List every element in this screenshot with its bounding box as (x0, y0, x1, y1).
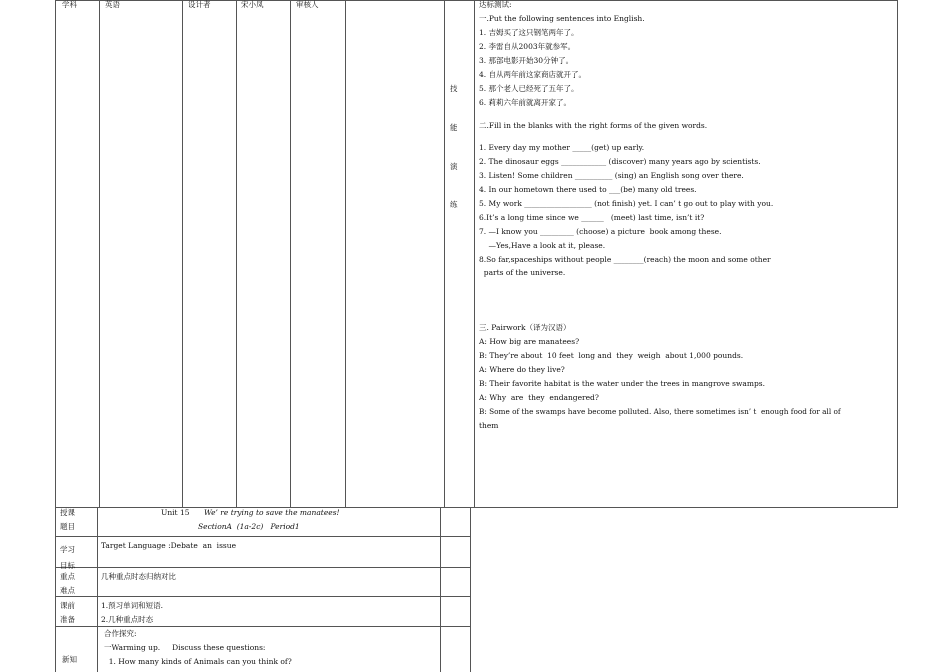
prep-item: 1.预习单词和短语. (101, 601, 164, 610)
part1-item: 6. 莉莉六年前就离开家了。 (479, 98, 572, 107)
part2-item: 6.It’s a long time since we ______ (meet) last time, isn’t it? (479, 213, 705, 222)
topic-section: SectionA (1a-2c) Period1 (198, 522, 300, 531)
part2-item: —Yes,Have a look at it, please. (479, 241, 606, 250)
part2-title: 二.Fill in the blanks with the right forms of the given words. (479, 121, 708, 130)
top-col-line (444, 0, 445, 507)
part1-title: 一.Put the following sentences into English. (479, 14, 645, 23)
prep-label: 课前 (60, 601, 75, 610)
part2-item: 1. Every day my mother _____(get) up early. (479, 143, 645, 152)
side-char: 演 (450, 162, 458, 171)
part3-item: them (479, 421, 499, 430)
part2-item: parts of the universe. (479, 268, 566, 277)
designer-label: 设计者 (188, 0, 211, 9)
part2-item: 7. —I know you _________ (choose) a picture book among these. (479, 227, 722, 236)
part2-item: 3. Listen! Some children __________ (sing) an English song over there. (479, 171, 744, 180)
topic-unit: Unit 15 (161, 508, 190, 517)
part1-item: 3. 那部电影开始30分钟了。 (479, 56, 574, 65)
top-col-line (474, 0, 475, 507)
topic-title: We’ re trying to save the manatees! (204, 508, 340, 517)
top-col-line (290, 0, 291, 507)
goal-text: Target Language :Debate an issue (101, 541, 237, 550)
reviewer-label: 审核人 (296, 0, 319, 9)
key-label: 难点 (60, 586, 75, 595)
topic-label: 授课 (60, 508, 75, 517)
side-char: 练 (450, 200, 458, 209)
part1-item: 1. 吉姆买了这只钢笔两年了。 (479, 28, 579, 37)
top-col-line (99, 0, 100, 507)
prep-item: 2.几种重点时态 (101, 615, 154, 624)
topic-label: 题目 (60, 522, 75, 531)
lower-col-line (440, 507, 441, 672)
part2-item: 5. My work __________________ (not finish) yet. I can’ t go out to play with you. (479, 199, 774, 208)
designer-value: 宋小凤 (241, 0, 264, 9)
subject-label: 学科 (62, 0, 77, 9)
part3-item: A: Where do they live? (479, 365, 565, 374)
part1-item: 2. 李雷自从2003年就参军。 (479, 42, 576, 51)
lower-col-line (55, 507, 56, 672)
side-char: 技 (450, 84, 458, 93)
side-char: 能 (450, 123, 458, 132)
part2-item: 8.So far,spaceships without people ________(reach) the moon and some other (479, 255, 771, 264)
key-label: 重点 (60, 572, 75, 581)
part3-item: B: Their favorite habitat is the water under the trees in mangrove swamps. (479, 379, 765, 388)
top-col-line (345, 0, 346, 507)
part3-item: A: How big are manatees? (479, 337, 580, 346)
goal-label: 目标 (60, 561, 75, 570)
part3-item: B: They’re about 10 feet long and they weigh about 1,000 pounds. (479, 351, 744, 360)
lower-col-line (97, 507, 98, 672)
part3-item: B: Some of the swamps have become polluted. Also, there sometimes isn’ t enough food for all of (479, 407, 841, 416)
part1-item: 4. 自从两年前这家商店就开了。 (479, 70, 587, 79)
part2-item: 2. The dinosaur eggs ____________ (discover) many years ago by scientists. (479, 157, 761, 166)
lower-row-line (55, 596, 470, 597)
practice-title: 达标测试: (479, 0, 512, 9)
key-text: 几种重点时态归纳对比 (101, 572, 176, 581)
lower-row-line (55, 536, 470, 537)
new-line: 一Warming up. Discuss these questions: (104, 643, 266, 652)
lower-col-line (470, 507, 471, 672)
new-line: 1. How many kinds of Animals can you think of? (104, 657, 292, 666)
part2-item: 4. In our hometown there used to ___(be) many old trees. (479, 185, 697, 194)
top-col-line (55, 0, 56, 507)
part3-title: 三. Pairwork（译为汉语） (479, 323, 571, 332)
top-col-line (236, 0, 237, 507)
new-line: 合作探究: (104, 629, 137, 638)
prep-label: 准备 (60, 615, 75, 624)
lower-row-line (55, 567, 470, 568)
goal-label: 学习 (60, 545, 75, 554)
top-col-line (897, 0, 898, 507)
subject-value: 英语 (105, 0, 120, 9)
part3-item: A: Why are they endangered? (479, 393, 599, 402)
part1-item: 5. 那个老人已经死了五年了。 (479, 84, 579, 93)
lower-row-line (55, 626, 470, 627)
top-col-line (182, 0, 183, 507)
new-label: 新知 (62, 655, 77, 664)
